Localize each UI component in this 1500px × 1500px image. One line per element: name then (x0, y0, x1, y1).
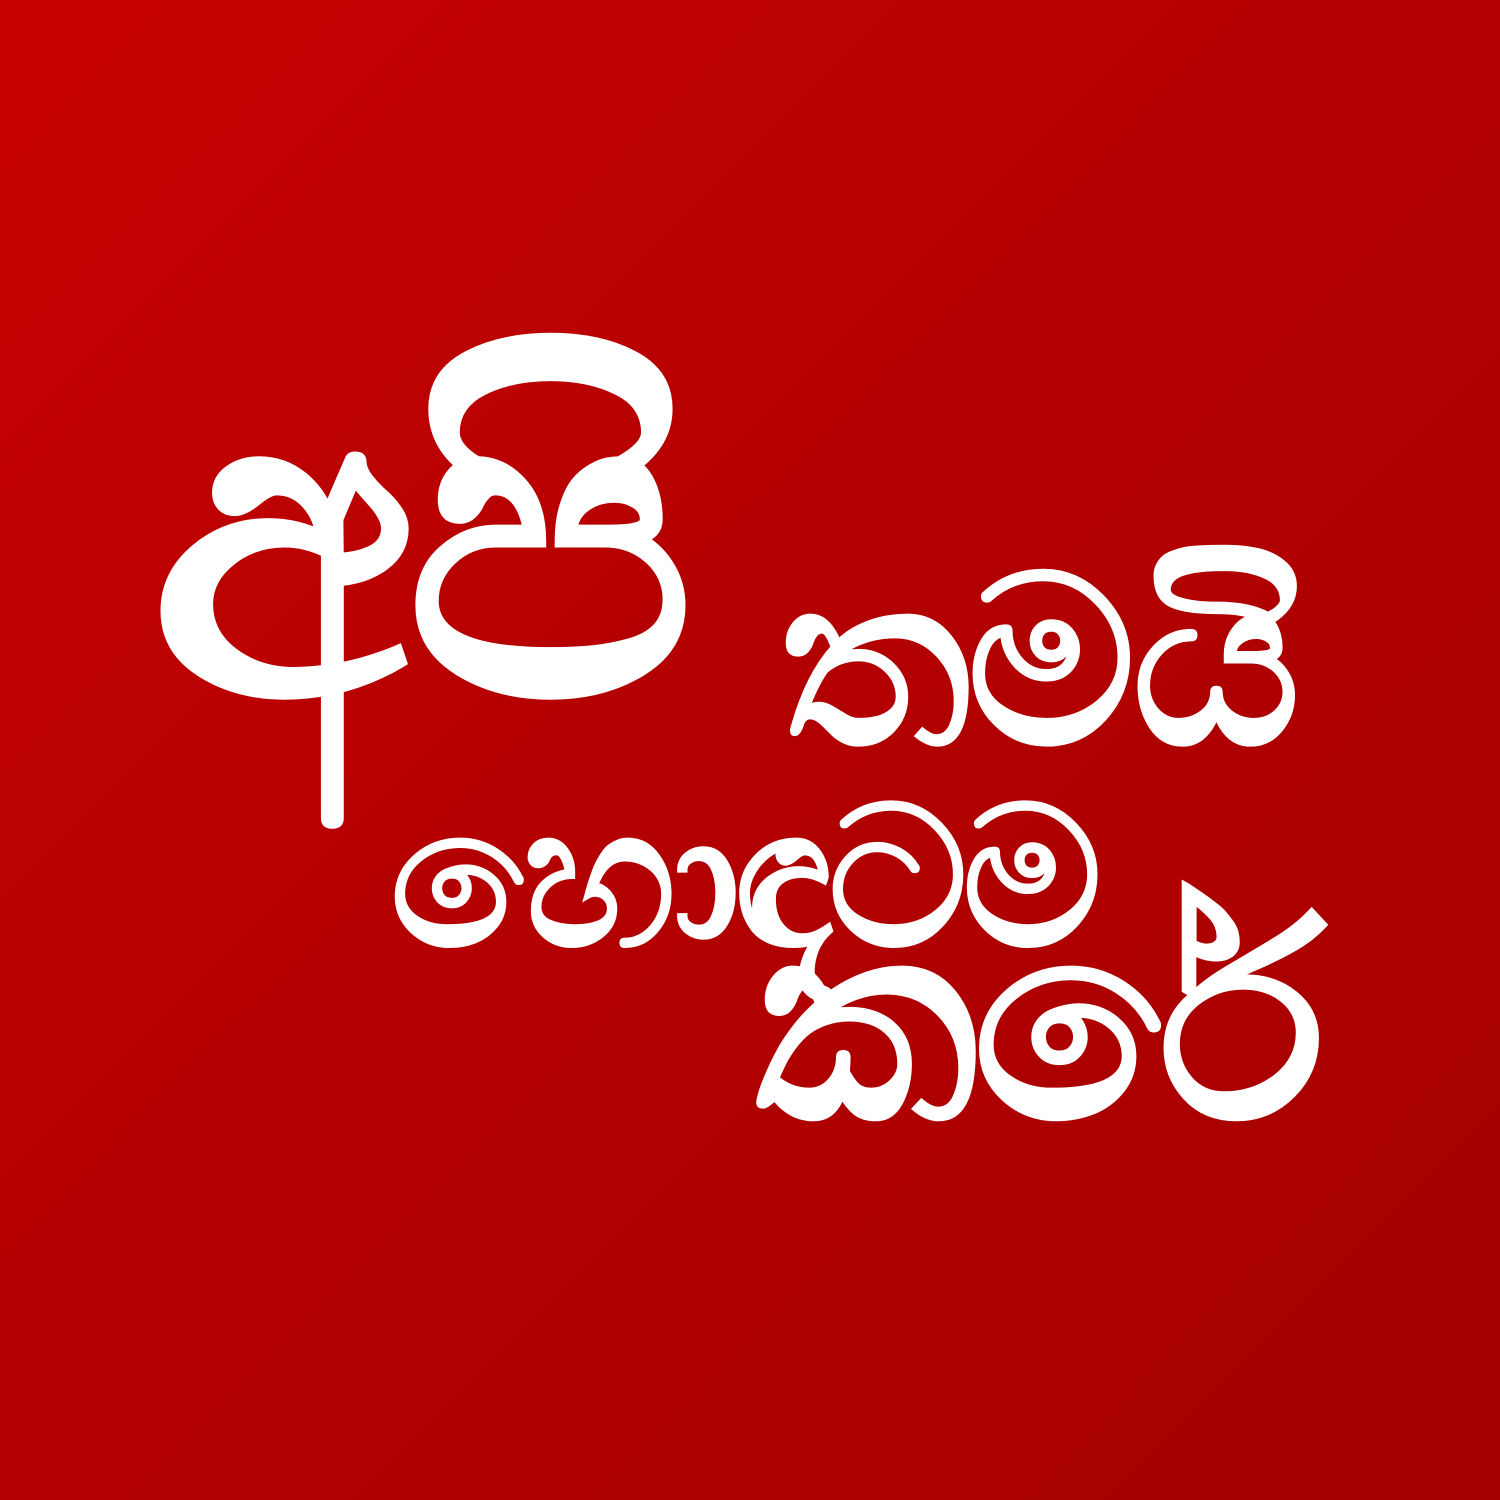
slogan-word-thamai: තමයි (780, 526, 1297, 799)
slogan-word-hondatama: හොඳටම (390, 764, 1097, 991)
slogan-word-api: අපි (150, 295, 686, 795)
slogan-word-kare: කරේ (755, 862, 1320, 1182)
